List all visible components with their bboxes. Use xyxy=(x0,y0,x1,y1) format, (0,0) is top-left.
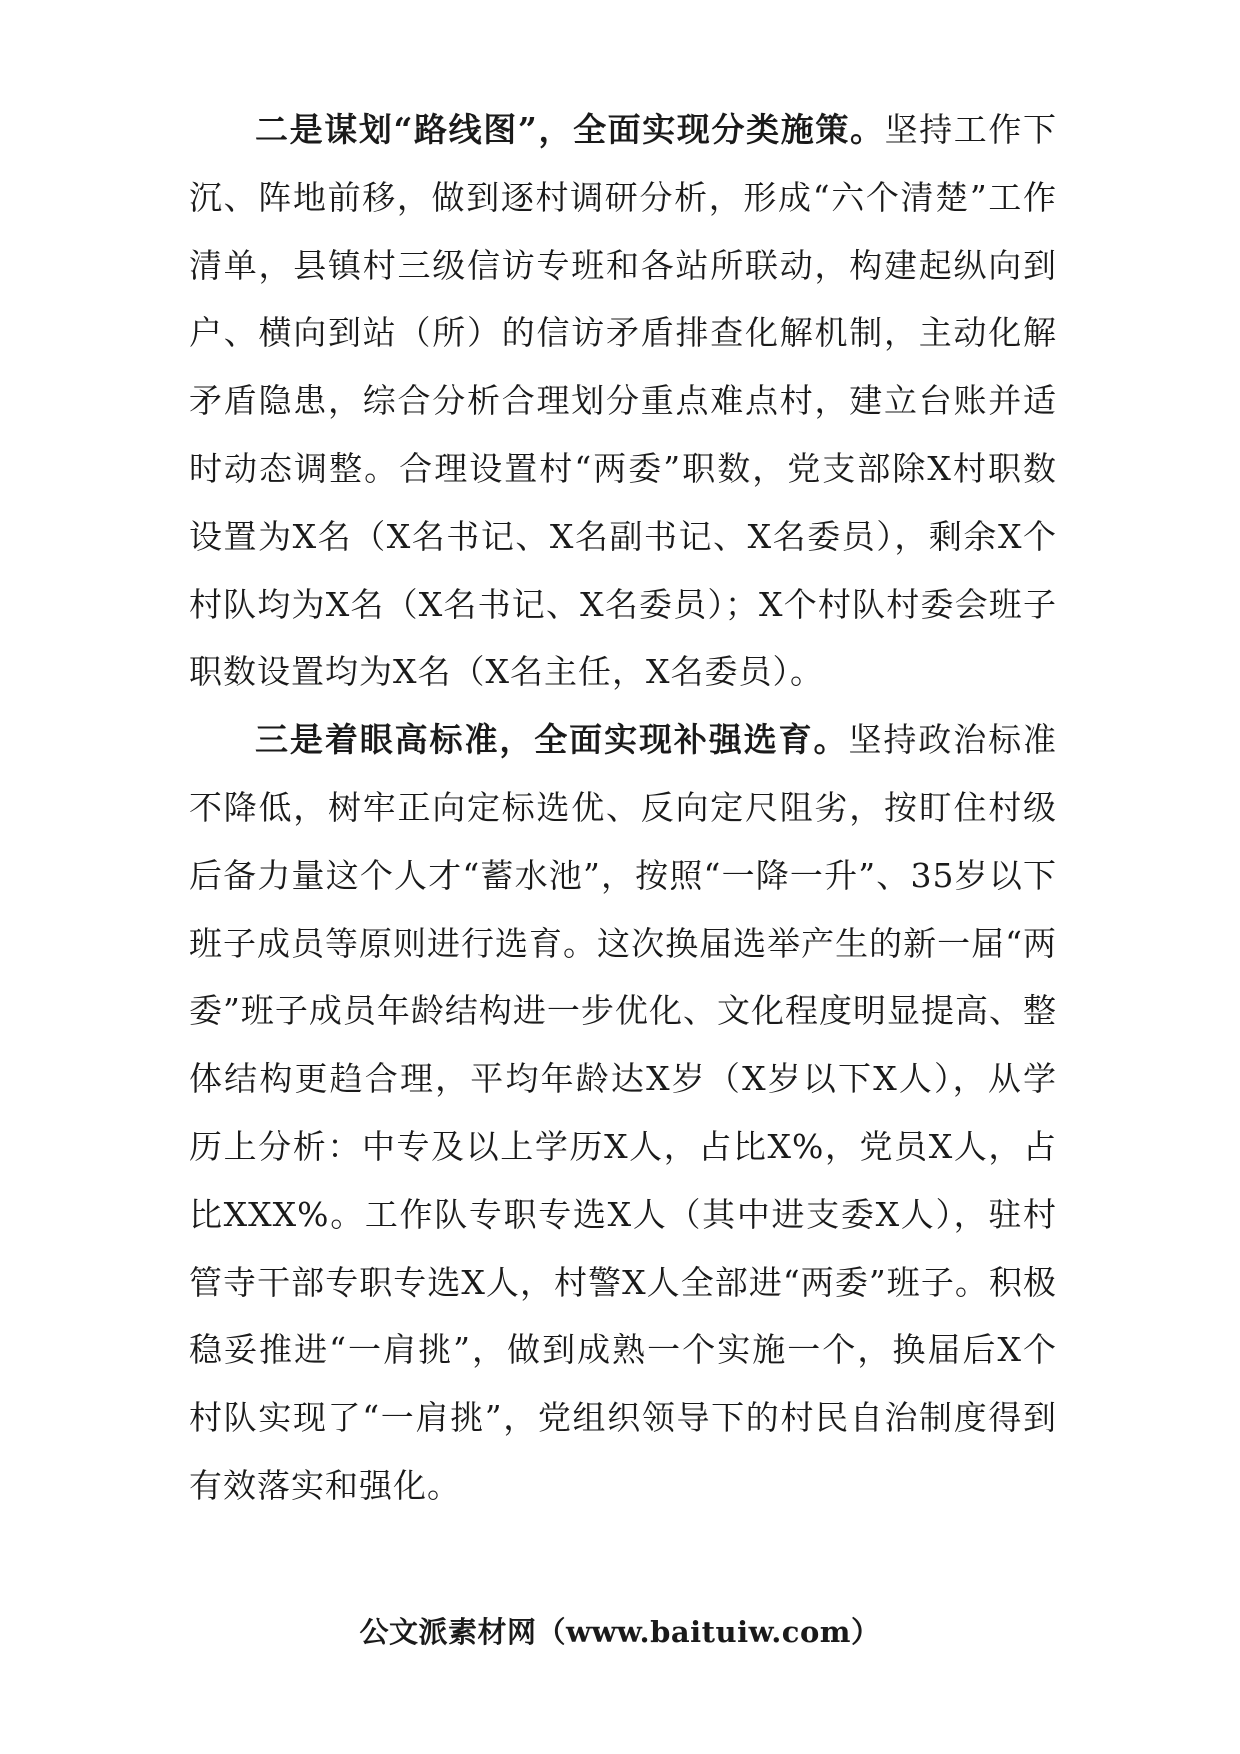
paragraph-body-text: 坚持政治标准不降低，树牢正向定标选优、反向定尺阻劣，按盯住村级后备力量这个人才“蓄水池”，按照“一降一升”、35岁以下班子成员等原则进行选育。这次换届选举产生的新一届“两委”班子成员年龄结构进一步优化、文化程度明显提高、整体结构更趋合理，平均年龄达X岁（X岁以下X人），从学历上分析：中专及以上学历X人，占比X%，党员X人，占比XXX%。工作队专职专选X人（其中进支委X人），驻村管寺干部专职专选X人，村警X人全部进“两委”班子。积极稳妥推进“一肩挑”，做到成熟一个实施一个，换届后X个村队实现了“一肩挑”，党组织领导下的村民自治制度得到有效落实和强化。 xyxy=(189,720,1058,1505)
paragraph-high-standard xyxy=(189,706,1057,1520)
paragraph-lead-heading: 二是谋划“路线图”，全面实现分类施策。 xyxy=(255,110,885,149)
document-body xyxy=(189,96,1057,1520)
paragraph-route-map xyxy=(189,96,1057,706)
paragraph-body-text: 坚持工作下沉、阵地前移，做到逐村调研分析，形成“六个清楚”工作清单，县镇村三级信访专班和各站所联动，构建起纵向到户、横向到站（所）的信访矛盾排查化解机制，主动化解矛盾隐患，综合分析合理划分重点难点村，建立台账并适时动态调整。合理设置村“两委”职数，党支部除X村职数设置为X名（X名书记、X名副书记、X名委员），剩余X个村队均为X名（X名书记、X名委员）；X个村队村委会班子职数设置均为X名（X名主任，X名委员）。 xyxy=(189,110,1058,692)
paragraph-lead-heading: 三是着眼高标准，全面实现补强选育。 xyxy=(255,720,849,760)
footer-source-credit: 公文派素材网（www.baituiw.com） xyxy=(359,1615,881,1649)
